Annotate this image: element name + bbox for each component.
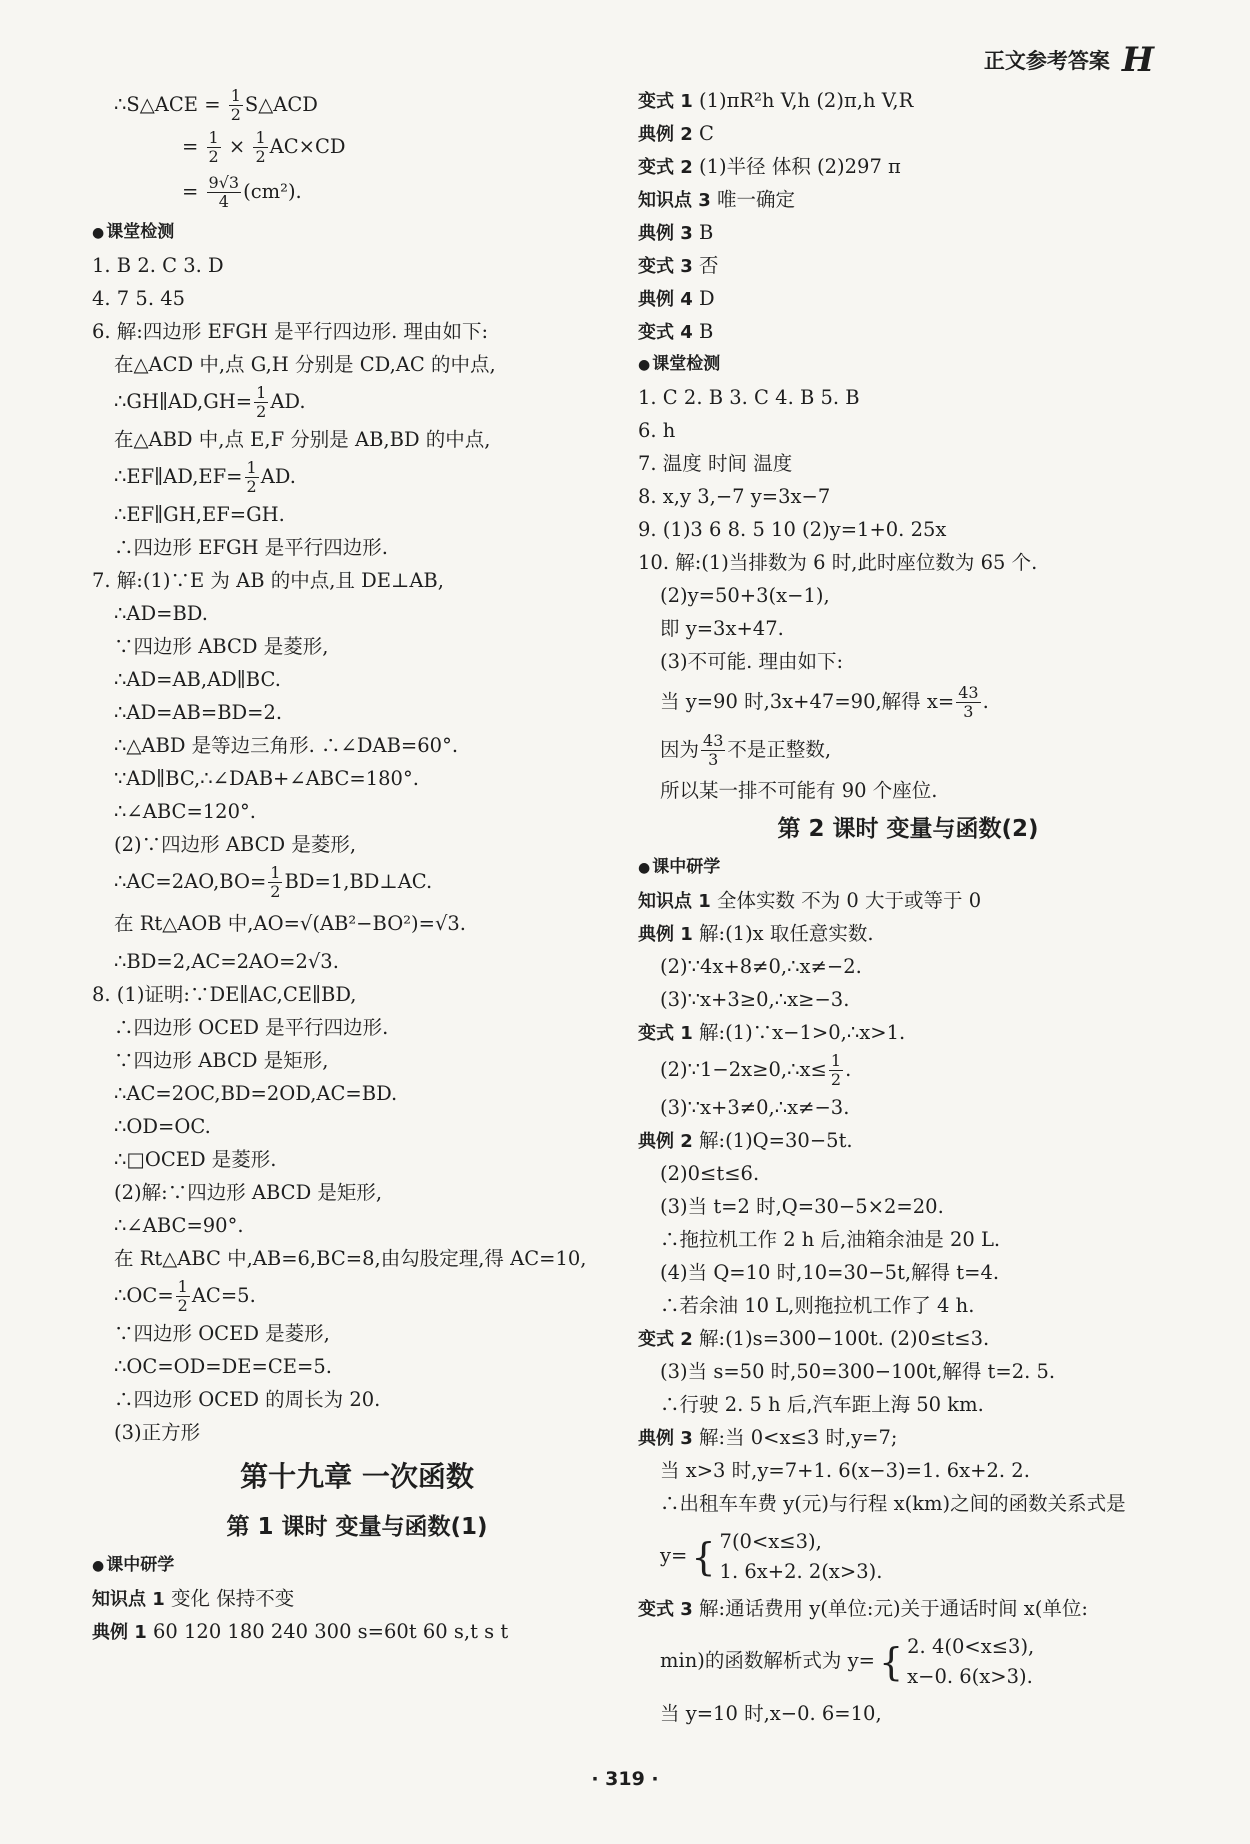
answer-line: 10. 解:(1)当排数为 6 时,此时座位数为 65 个. — [638, 551, 1038, 574]
answer-line: (2)y=50+3(x−1), — [660, 584, 830, 607]
answer-line: 4. 7 5. 45 — [92, 287, 186, 310]
answer-line: 1. C 2. B 3. C 4. B 5. B — [638, 386, 860, 409]
answer-line: 典例 3 解:当 0<x≤3 时,y=7; — [638, 1426, 898, 1449]
answer-line: 典例 2 解:(1)Q=30−5t. — [638, 1129, 853, 1152]
answer-line: ∵四边形 ABCD 是矩形, — [114, 1049, 329, 1072]
answer-line: 在△ABD 中,点 E,F 分别是 AB,BD 的中点, — [114, 428, 491, 451]
answer-line: 8. (1)证明:∵DE∥AC,CE∥BD, — [92, 983, 357, 1006]
fraction: $\frac{1}{2}$ — [256, 383, 267, 421]
answer-line: 知识点 1 变化 保持不变 — [92, 1587, 295, 1610]
fraction: $\frac{1}{2}$ — [208, 128, 219, 166]
answer-line: ∴四边形 OCED 的周长为 20. — [114, 1388, 381, 1411]
answer-line: (2)∵4x+8≠0,∴x≠−2. — [660, 955, 862, 978]
answer-line: 在△ACD 中,点 G,H 分别是 CD,AC 的中点, — [114, 353, 496, 376]
answer-line: ∴AD=AB=BD=2. — [114, 701, 283, 724]
answer-line: y= { 7(0<x≤3), 1. 6x+2. 2(x>3). — [638, 1520, 1178, 1592]
section-heading: ● 课中研学 — [638, 851, 1178, 884]
answer-line: 当 y=90 时,3x+47=90,解得 x= $\frac{43}{3}$ . — [660, 683, 989, 721]
brace-icon: { — [691, 1534, 716, 1579]
fraction: $\frac{1}{2}$ — [255, 128, 266, 166]
answer-line: 变式 4 B — [638, 320, 714, 343]
answer-line: ∴GH∥AD,GH= $\frac{1}{2}$ AD. — [114, 383, 306, 421]
answer-line: 变式 1 (1)πR²h V,h (2)π,h V,R — [638, 89, 914, 112]
answer-line: 1. B 2. C 3. D — [92, 254, 224, 277]
answer-line: min)的函数解析式为 y= { 2. 4(0<x≤3), x−0. 6(x>3). — [638, 1625, 1178, 1697]
piecewise-cases: 7(0<x≤3), 1. 6x+2. 2(x>3). — [719, 1529, 883, 1583]
answer-line: ∴AC=2AO,BO= $\frac{1}{2}$ BD=1,BD⊥AC. — [114, 863, 433, 901]
answer-line: (3)∵x+3≥0,∴x≥−3. — [660, 988, 850, 1011]
answer-line: (3)当 t=2 时,Q=30−5×2=20. — [660, 1195, 944, 1218]
answer-line: ∴OC= $\frac{1}{2}$ AC=5. — [114, 1277, 256, 1315]
answer-line: ∵四边形 OCED 是菱形, — [114, 1322, 330, 1345]
fraction: $\frac{43}{3}$ — [958, 683, 979, 721]
chapter-title: 第十九章 一次函数 — [240, 1460, 474, 1493]
answer-line: 变式 2 解:(1)s=300−100t. (2)0≤t≤3. — [638, 1327, 990, 1350]
answer-line: 典例 1 解:(1)x 取任意实数. — [638, 922, 874, 945]
answer-line: ∴∠ABC=120°. — [114, 800, 256, 823]
answer-line: ∴AD=BD. — [114, 602, 208, 625]
line: = $\frac{1}{2}$ × $\frac{1}{2}$ AC×CD — [182, 128, 346, 166]
answer-line: 变式 2 (1)半径 体积 (2)297 π — [638, 155, 901, 178]
answer-line: ∴拖拉机工作 2 h 后,油箱余油是 20 L. — [660, 1228, 1001, 1251]
answer-line: 典例 2 C — [638, 122, 714, 145]
answer-line: 变式 3 解:通话费用 y(单位:元)关于通话时间 x(单位: — [638, 1597, 1088, 1620]
answer-line: 9. (1)3 6 8. 5 10 (2)y=1+0. 25x — [638, 518, 947, 541]
answer-line: (2)解:∵四边形 ABCD 是矩形, — [114, 1181, 383, 1204]
lesson-title: 第 1 课时 变量与函数(1) — [226, 1514, 488, 1540]
answer-line: ∴OC=OD=DE=CE=5. — [114, 1355, 332, 1378]
answer-line: (3)不可能. 理由如下: — [660, 650, 844, 673]
answer-line: 变式 1 解:(1)∵x−1>0,∴x>1. — [638, 1021, 906, 1044]
answer-line: (3)当 s=50 时,50=300−100t,解得 t=2. 5. — [660, 1360, 1056, 1383]
answer-line: ∵四边形 ABCD 是菱形, — [114, 635, 329, 658]
answer-line: 典例 3 B — [638, 221, 714, 244]
section-heading: ● 课中研学 — [92, 1549, 622, 1582]
fraction: $\frac{1}{2}$ — [246, 458, 257, 496]
answer-line: 因为 $\frac{43}{3}$ 不是正整数, — [660, 731, 832, 769]
answer-line: 即 y=3x+47. — [660, 617, 784, 640]
answer-line: ∵AD∥BC,∴∠DAB+∠ABC=180°. — [114, 767, 419, 790]
answer-line: ∴AD=AB,AD∥BC. — [114, 668, 281, 691]
answer-line: 知识点 3 唯一确定 — [638, 188, 795, 211]
answer-line: ∴AC=2OC,BD=2OD,AC=BD. — [114, 1082, 398, 1105]
fraction: $\frac{1}{2}$ — [270, 863, 281, 901]
answer-line: 知识点 1 全体实数 不为 0 大于或等于 0 — [638, 889, 982, 912]
answer-line: (4)当 Q=10 时,10=30−5t,解得 t=4. — [660, 1261, 1000, 1284]
section-heading: ● 课堂检测 — [92, 216, 622, 249]
answer-line: 6. 解:四边形 EFGH 是平行四边形. 理由如下: — [92, 320, 489, 343]
answer-line: (3)∵x+3≠0,∴x≠−3. — [660, 1096, 850, 1119]
answer-line: ∴EF∥GH,EF=GH. — [114, 503, 285, 526]
fraction: $\frac{1}{2}$ — [177, 1277, 188, 1315]
line: ∴S△ACE = $\frac{1}{2}$ S△ACD — [114, 86, 318, 124]
header-title: 正文参考答案 — [983, 49, 1110, 73]
line: = $\frac{9√3}{4}$ (cm²). — [182, 173, 302, 211]
answer-line: 当 y=10 时,x−0. 6=10, — [660, 1702, 882, 1725]
right-column — [638, 84, 1178, 1730]
answer-line: 典例 4 D — [638, 287, 715, 310]
answer-line: ∴∠ABC=90°. — [114, 1214, 244, 1237]
answer-line: ∴EF∥AD,EF= $\frac{1}{2}$ AD. — [114, 458, 296, 496]
answer-line: ∴行驶 2. 5 h 后,汽车距上海 50 km. — [660, 1393, 984, 1416]
fraction: $\frac{1}{2}$ — [830, 1051, 842, 1089]
answer-line: ∴BD=2,AC=2AO=2√3. — [114, 950, 339, 973]
answer-line: 7. 温度 时间 温度 — [638, 452, 793, 475]
left-column — [92, 84, 622, 1648]
fraction: $\frac{1}{2}$ — [230, 86, 241, 124]
section-heading: ● 课堂检测 — [638, 348, 1178, 381]
answer-line: 8. x,y 3,−7 y=3x−7 — [638, 485, 831, 508]
answer-line: ∴OD=OC. — [114, 1115, 211, 1138]
answer-line: 变式 3 否 — [638, 254, 719, 277]
answer-line: (2)∵1−2x≥0,∴x≤ $\frac{1}{2}$ . — [660, 1051, 852, 1089]
lesson-title: 第 2 课时 变量与函数(2) — [777, 816, 1039, 842]
answer-line: ∴□OCED 是菱形. — [114, 1148, 277, 1171]
answer-line: 6. h — [638, 419, 676, 442]
answer-line: 7. 解:(1)∵E 为 AB 的中点,且 DE⊥AB, — [92, 569, 444, 592]
answer-line: ∴四边形 EFGH 是平行四边形. — [114, 536, 388, 559]
brace-icon: { — [878, 1639, 904, 1684]
answer-line: 在 Rt△AOB 中,AO=√(AB²−BO²)=√3. — [114, 912, 466, 935]
answer-line: ∴△ABD 是等边三角形. ∴∠DAB=60°. — [114, 734, 459, 757]
answer-line: ∴若余油 10 L,则拖拉机工作了 4 h. — [660, 1294, 975, 1317]
answer-line: 当 x>3 时,y=7+1. 6(x−3)=1. 6x+2. 2. — [660, 1459, 1030, 1482]
answer-line: (2)0≤t≤6. — [660, 1162, 760, 1185]
page-header — [984, 40, 1150, 80]
answer-line: (3)正方形 — [114, 1421, 201, 1444]
fraction: $\frac{9√3}{4}$ — [208, 173, 240, 211]
brand-logo-icon: H — [1121, 40, 1150, 80]
answer-line: 在 Rt△ABC 中,AB=6,BC=8,由勾股定理,得 AC=10, — [114, 1247, 587, 1270]
answer-line: 典例 1 60 120 180 240 300 s=60t 60 s,t s t — [92, 1620, 509, 1643]
fraction: $\frac{43}{3}$ — [703, 731, 724, 769]
answer-line: 所以某一排不可能有 90 个座位. — [660, 779, 938, 802]
answer-line: ∴四边形 OCED 是平行四边形. — [114, 1016, 389, 1039]
page-number: · 319 · — [591, 1768, 659, 1790]
answer-line: ∴出租车车费 y(元)与行程 x(km)之间的函数关系式是 — [660, 1492, 1126, 1515]
piecewise-cases: 2. 4(0<x≤3), x−0. 6(x>3). — [907, 1634, 1035, 1688]
answer-line: (2)∵四边形 ABCD 是菱形, — [114, 833, 357, 856]
